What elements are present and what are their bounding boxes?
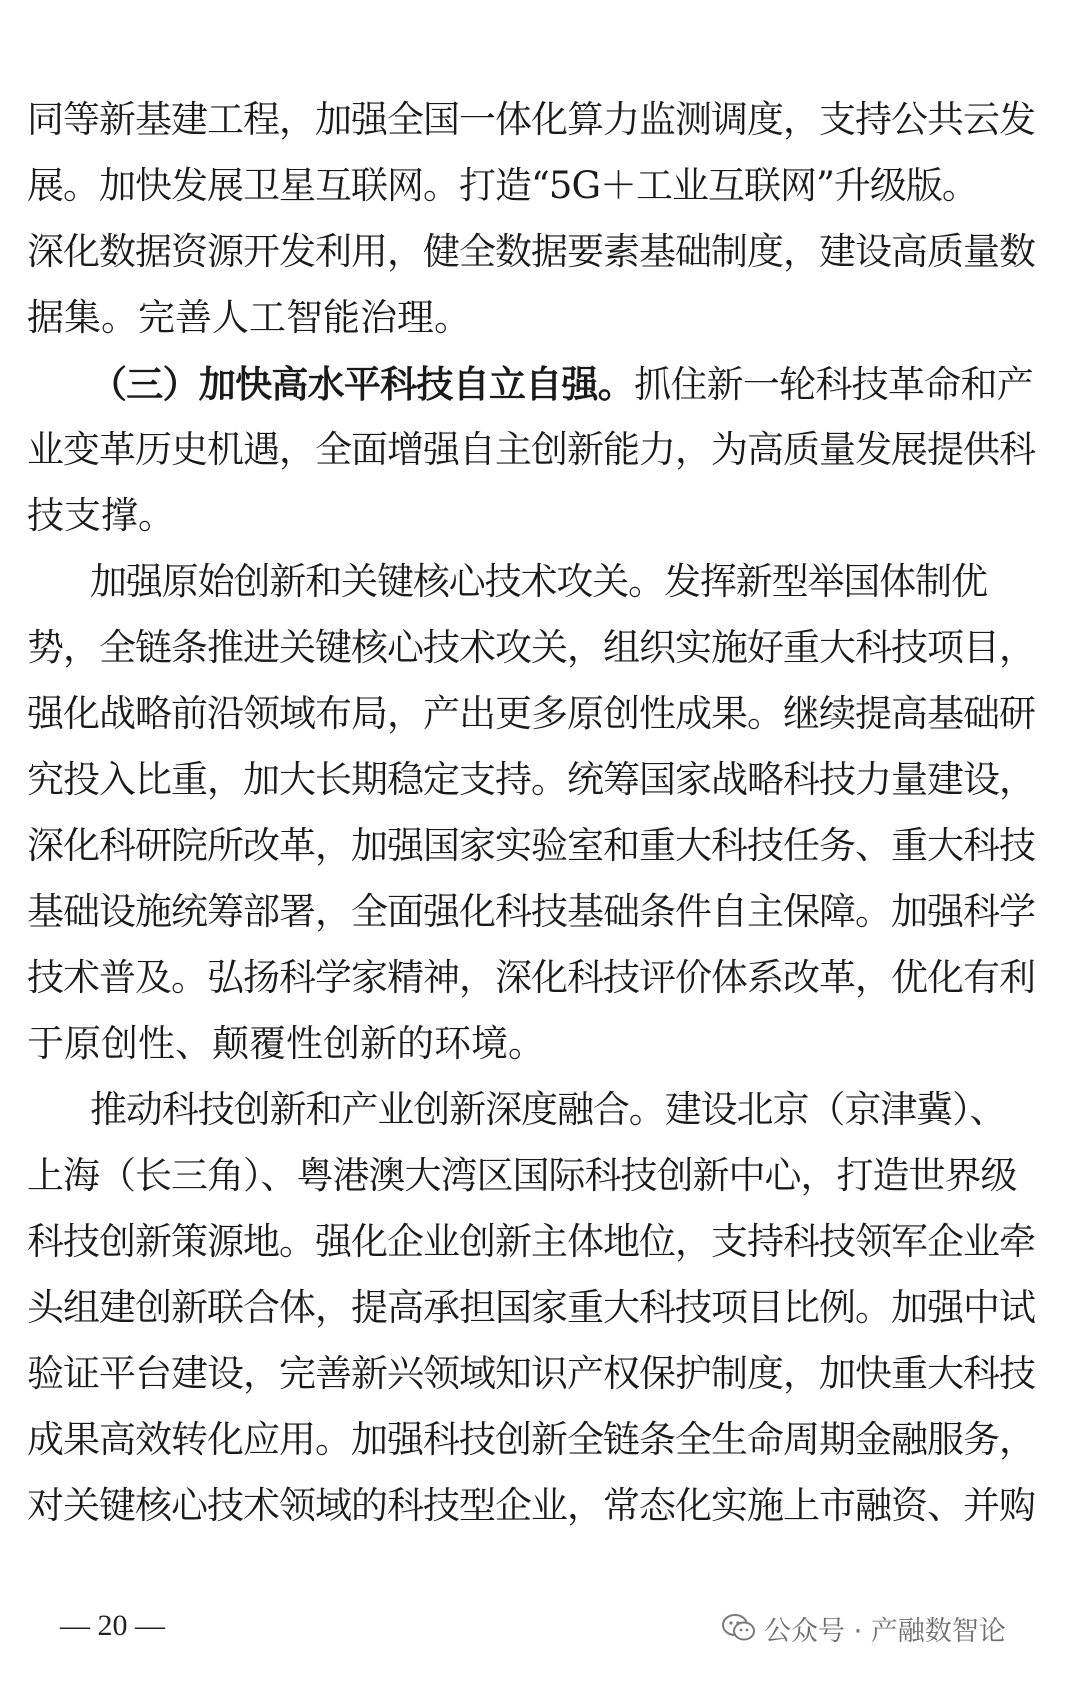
text-line: 据集。完善人工智能治理。 bbox=[27, 296, 471, 339]
text-line: 验证平台建设，完善新兴领域知识产权保护制度，加快重大科技 bbox=[27, 1352, 1035, 1395]
text-line: 同等新基建工程，加强全国一体化算力监测调度，支持公共云发 bbox=[27, 98, 1035, 141]
section-heading-line bbox=[0, 362, 1080, 406]
text-line: 基础设施统筹部署，全面强化科技基础条件自主保障。加强科学 bbox=[27, 890, 1035, 933]
text-line: 成果高效转化应用。加强科技创新全链条全生命周期金融服务， bbox=[27, 1418, 1035, 1461]
section-heading-rest: 抓住新一轮科技革命和产 bbox=[634, 363, 1034, 406]
wechat-icon bbox=[722, 1613, 756, 1643]
text-line: 强化战略前沿领域布局，产出更多原创性成果。继续提高基础研 bbox=[27, 692, 1035, 735]
watermark bbox=[722, 1606, 1006, 1650]
text-line: 深化数据资源开发利用，健全数据要素基础制度，建设高质量数 bbox=[27, 230, 1035, 273]
page-number: — 20 — bbox=[60, 1609, 165, 1642]
paragraph-start-line: 加强原始创新和关键核心技术攻关。发挥新型举国体制优 bbox=[90, 560, 987, 603]
text-line: 对关键核心技术领域的科技型企业，常态化实施上市融资、并购 bbox=[27, 1484, 1035, 1527]
text-line: 究投入比重，加大长期稳定支持。统筹国家战略科技力量建设， bbox=[27, 758, 1035, 801]
text-line: 势，全链条推进关键核心技术攻关，组织实施好重大科技项目， bbox=[27, 626, 1035, 669]
text-line: 业变革历史机遇，全面增强自主创新能力，为高质量发展提供科 bbox=[27, 428, 1035, 471]
text-line: 上海（长三角）、粤港澳大湾区国际科技创新中心，打造世界级 bbox=[27, 1154, 1017, 1197]
text-line: 科技创新策源地。强化企业创新主体地位，支持科技领军企业牵 bbox=[27, 1220, 1035, 1263]
text-line: 头组建创新联合体，提高承担国家重大科技项目比例。加强中试 bbox=[27, 1286, 1035, 1329]
watermark-text: 公众号 · 产融数智论 bbox=[764, 1615, 1006, 1647]
text-line: 于原创性、颠覆性创新的环境。 bbox=[27, 1022, 545, 1065]
text-line: 技支撑。 bbox=[27, 494, 175, 537]
section-heading: （三）加快高水平科技自立自强。 bbox=[90, 362, 635, 406]
text-line: 技术普及。弘扬科学家精神，深化科技评价体系改革，优化有利 bbox=[27, 956, 1035, 999]
text-line: 深化科研院所改革，加强国家实验室和重大科技任务、重大科技 bbox=[27, 824, 1035, 867]
text-line: 展。加快发展卫星互联网。打造“5G＋工业互联网”升级版。 bbox=[27, 164, 978, 207]
paragraph-start-line: 推动科技创新和产业创新深度融合。建设北京（京津冀）、 bbox=[90, 1088, 1006, 1131]
